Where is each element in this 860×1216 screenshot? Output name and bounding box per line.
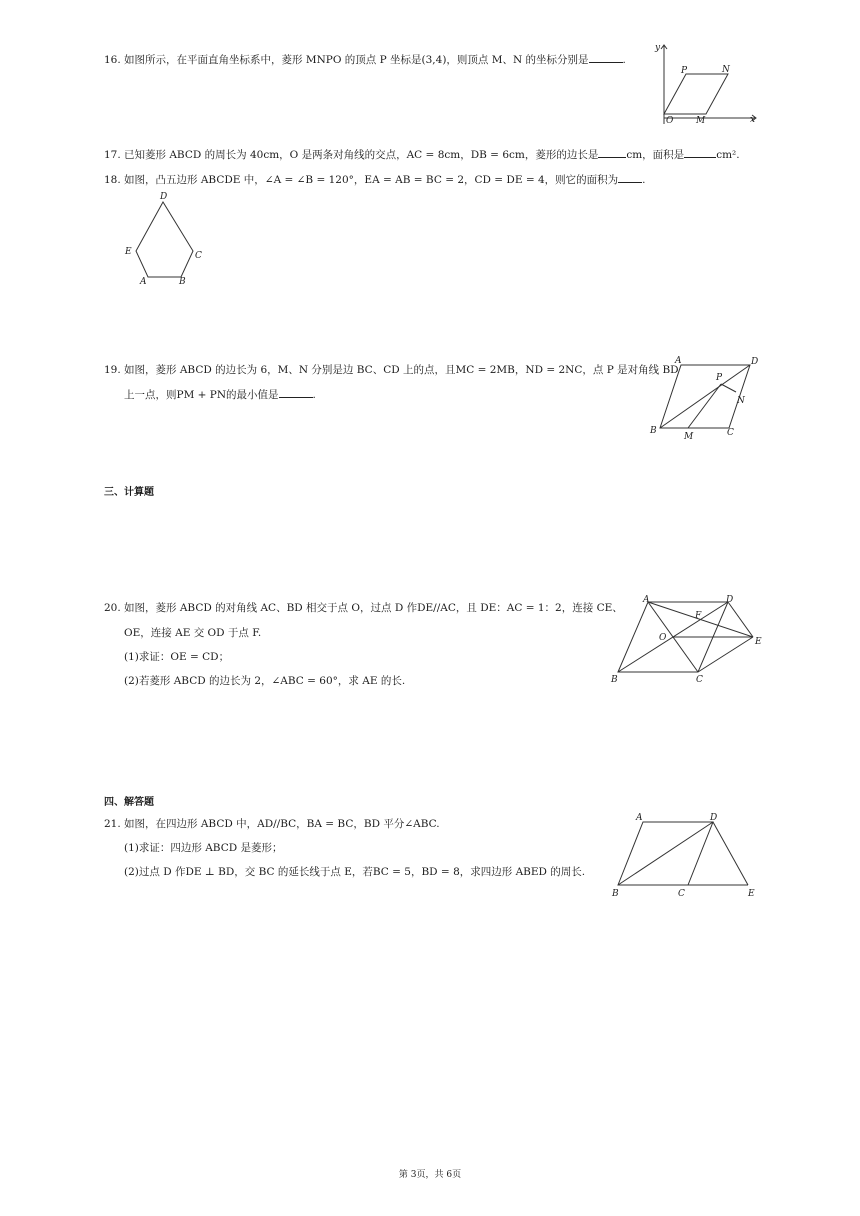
question-text: 上一点，则PM + PN的最小值是 <box>124 389 279 401</box>
figure-q21-quadrilateral <box>608 808 768 900</box>
label-B: B <box>179 277 186 287</box>
question-text-end: . <box>622 54 626 66</box>
page-footer: 第 3页，共 6页 <box>398 1170 462 1180</box>
question-text-mid: cm，面积是 <box>626 149 685 161</box>
label-A: A <box>643 595 650 605</box>
label-P: P <box>716 373 723 383</box>
label-x: x <box>750 115 756 125</box>
label-A: A <box>636 813 643 823</box>
label-C: C <box>678 889 685 899</box>
label-N: N <box>722 65 730 75</box>
label-B: B <box>612 889 619 899</box>
question-number: 16. <box>104 54 121 66</box>
answer-blank-side <box>598 147 626 158</box>
label-D: D <box>726 595 734 605</box>
question-text-end: . <box>312 389 316 401</box>
question-part: (1)求证：OE = CD； <box>124 651 230 663</box>
question-number: 20. <box>104 602 121 614</box>
question-part: (2)过点 D 作DE ⊥ BD，交 BC 的延长线于点 E，若BC = 5，BD = 8，求四边形 ABED 的周长. <box>124 866 586 878</box>
answer-blank-area <box>684 147 716 158</box>
question-20-line-1 <box>104 601 623 615</box>
figure-q19-rhombus <box>645 352 765 444</box>
figure-q16-coordinate-rhombus <box>648 40 760 126</box>
figure-q20-rhombus <box>608 592 768 688</box>
question-17 <box>104 147 740 162</box>
question-20-line-2 <box>124 626 261 640</box>
question-text: 如图，在四边形 ABCD 中，AD//BC，BA = BC，BD 平分∠ABC. <box>124 818 440 830</box>
label-F: F <box>695 611 702 621</box>
figure-q18-pentagon <box>120 190 210 290</box>
question-number: 18. <box>104 174 121 186</box>
question-part: (1)求证：四边形 ABCD 是菱形； <box>124 842 283 854</box>
label-C: C <box>696 675 703 685</box>
label-D: D <box>751 357 759 367</box>
question-21-part-1 <box>124 841 283 855</box>
label-A: A <box>140 277 147 287</box>
label-O: O <box>666 116 674 126</box>
question-number: 21. <box>104 818 121 830</box>
question-21-part-2 <box>124 865 585 879</box>
label-E: E <box>755 637 762 647</box>
question-21-line-1 <box>104 817 440 831</box>
question-text: 如图，菱形 ABCD 的对角线 AC、BD 相交于点 O，过点 D 作DE//AC，且 DE：AC = 1：2，连接 CE、 <box>124 602 623 614</box>
question-text: 如图，凸五边形 ABCDE 中，∠A = ∠B = 120°，EA = AB = BC = 2，CD = DE = 4，则它的面积为 <box>124 174 619 186</box>
label-A: A <box>675 356 682 366</box>
label-D: D <box>710 813 718 823</box>
question-19-line-2 <box>124 387 316 402</box>
question-text: 已知菱形 ABCD 的周长为 40cm，O 是两条对角线的交点，AC = 8cm，DB = 6cm，菱形的边长是 <box>124 149 599 161</box>
question-part: (2)若菱形 ABCD 的边长为 2，∠ABC = 60°，求 AE 的长. <box>124 675 406 687</box>
label-C: C <box>727 428 734 438</box>
question-20-part-2 <box>124 674 405 688</box>
label-C: C <box>195 251 202 261</box>
question-text-end: . <box>642 174 646 186</box>
question-18 <box>104 172 646 187</box>
section-heading-4: 四、解答题 <box>104 797 154 808</box>
label-B: B <box>611 675 618 685</box>
question-text: 如图所示，在平面直角坐标系中，菱形 MNPO 的顶点 P 坐标是(3,4)，则顶点 M、N 的坐标分别是 <box>124 54 589 66</box>
question-19-line-1 <box>104 363 679 377</box>
label-N: N <box>737 396 745 406</box>
label-E: E <box>125 247 132 257</box>
label-M: M <box>684 432 694 442</box>
section-heading-3: 三、计算题 <box>104 487 154 498</box>
label-M: M <box>696 116 706 126</box>
label-O: O <box>659 633 667 643</box>
question-text-end: cm². <box>716 149 740 161</box>
question-number: 19. <box>104 364 121 376</box>
label-E: E <box>748 889 755 899</box>
label-D: D <box>160 192 168 202</box>
label-y: y <box>655 43 661 53</box>
question-text: 如图，菱形 ABCD 的边长为 6，M、N 分别是边 BC、CD 上的点，且MC = 2MB，ND = 2NC，点 P 是对角线 BD <box>124 364 679 376</box>
question-text: OE，连接 AE 交 OD 于点 F. <box>124 627 262 639</box>
label-P: P <box>681 66 688 76</box>
answer-blank <box>618 172 642 183</box>
answer-blank <box>589 52 623 63</box>
question-number: 17. <box>104 149 121 161</box>
question-16 <box>104 52 626 67</box>
question-20-part-1 <box>124 650 229 664</box>
answer-blank <box>279 387 313 398</box>
label-B: B <box>650 426 657 436</box>
